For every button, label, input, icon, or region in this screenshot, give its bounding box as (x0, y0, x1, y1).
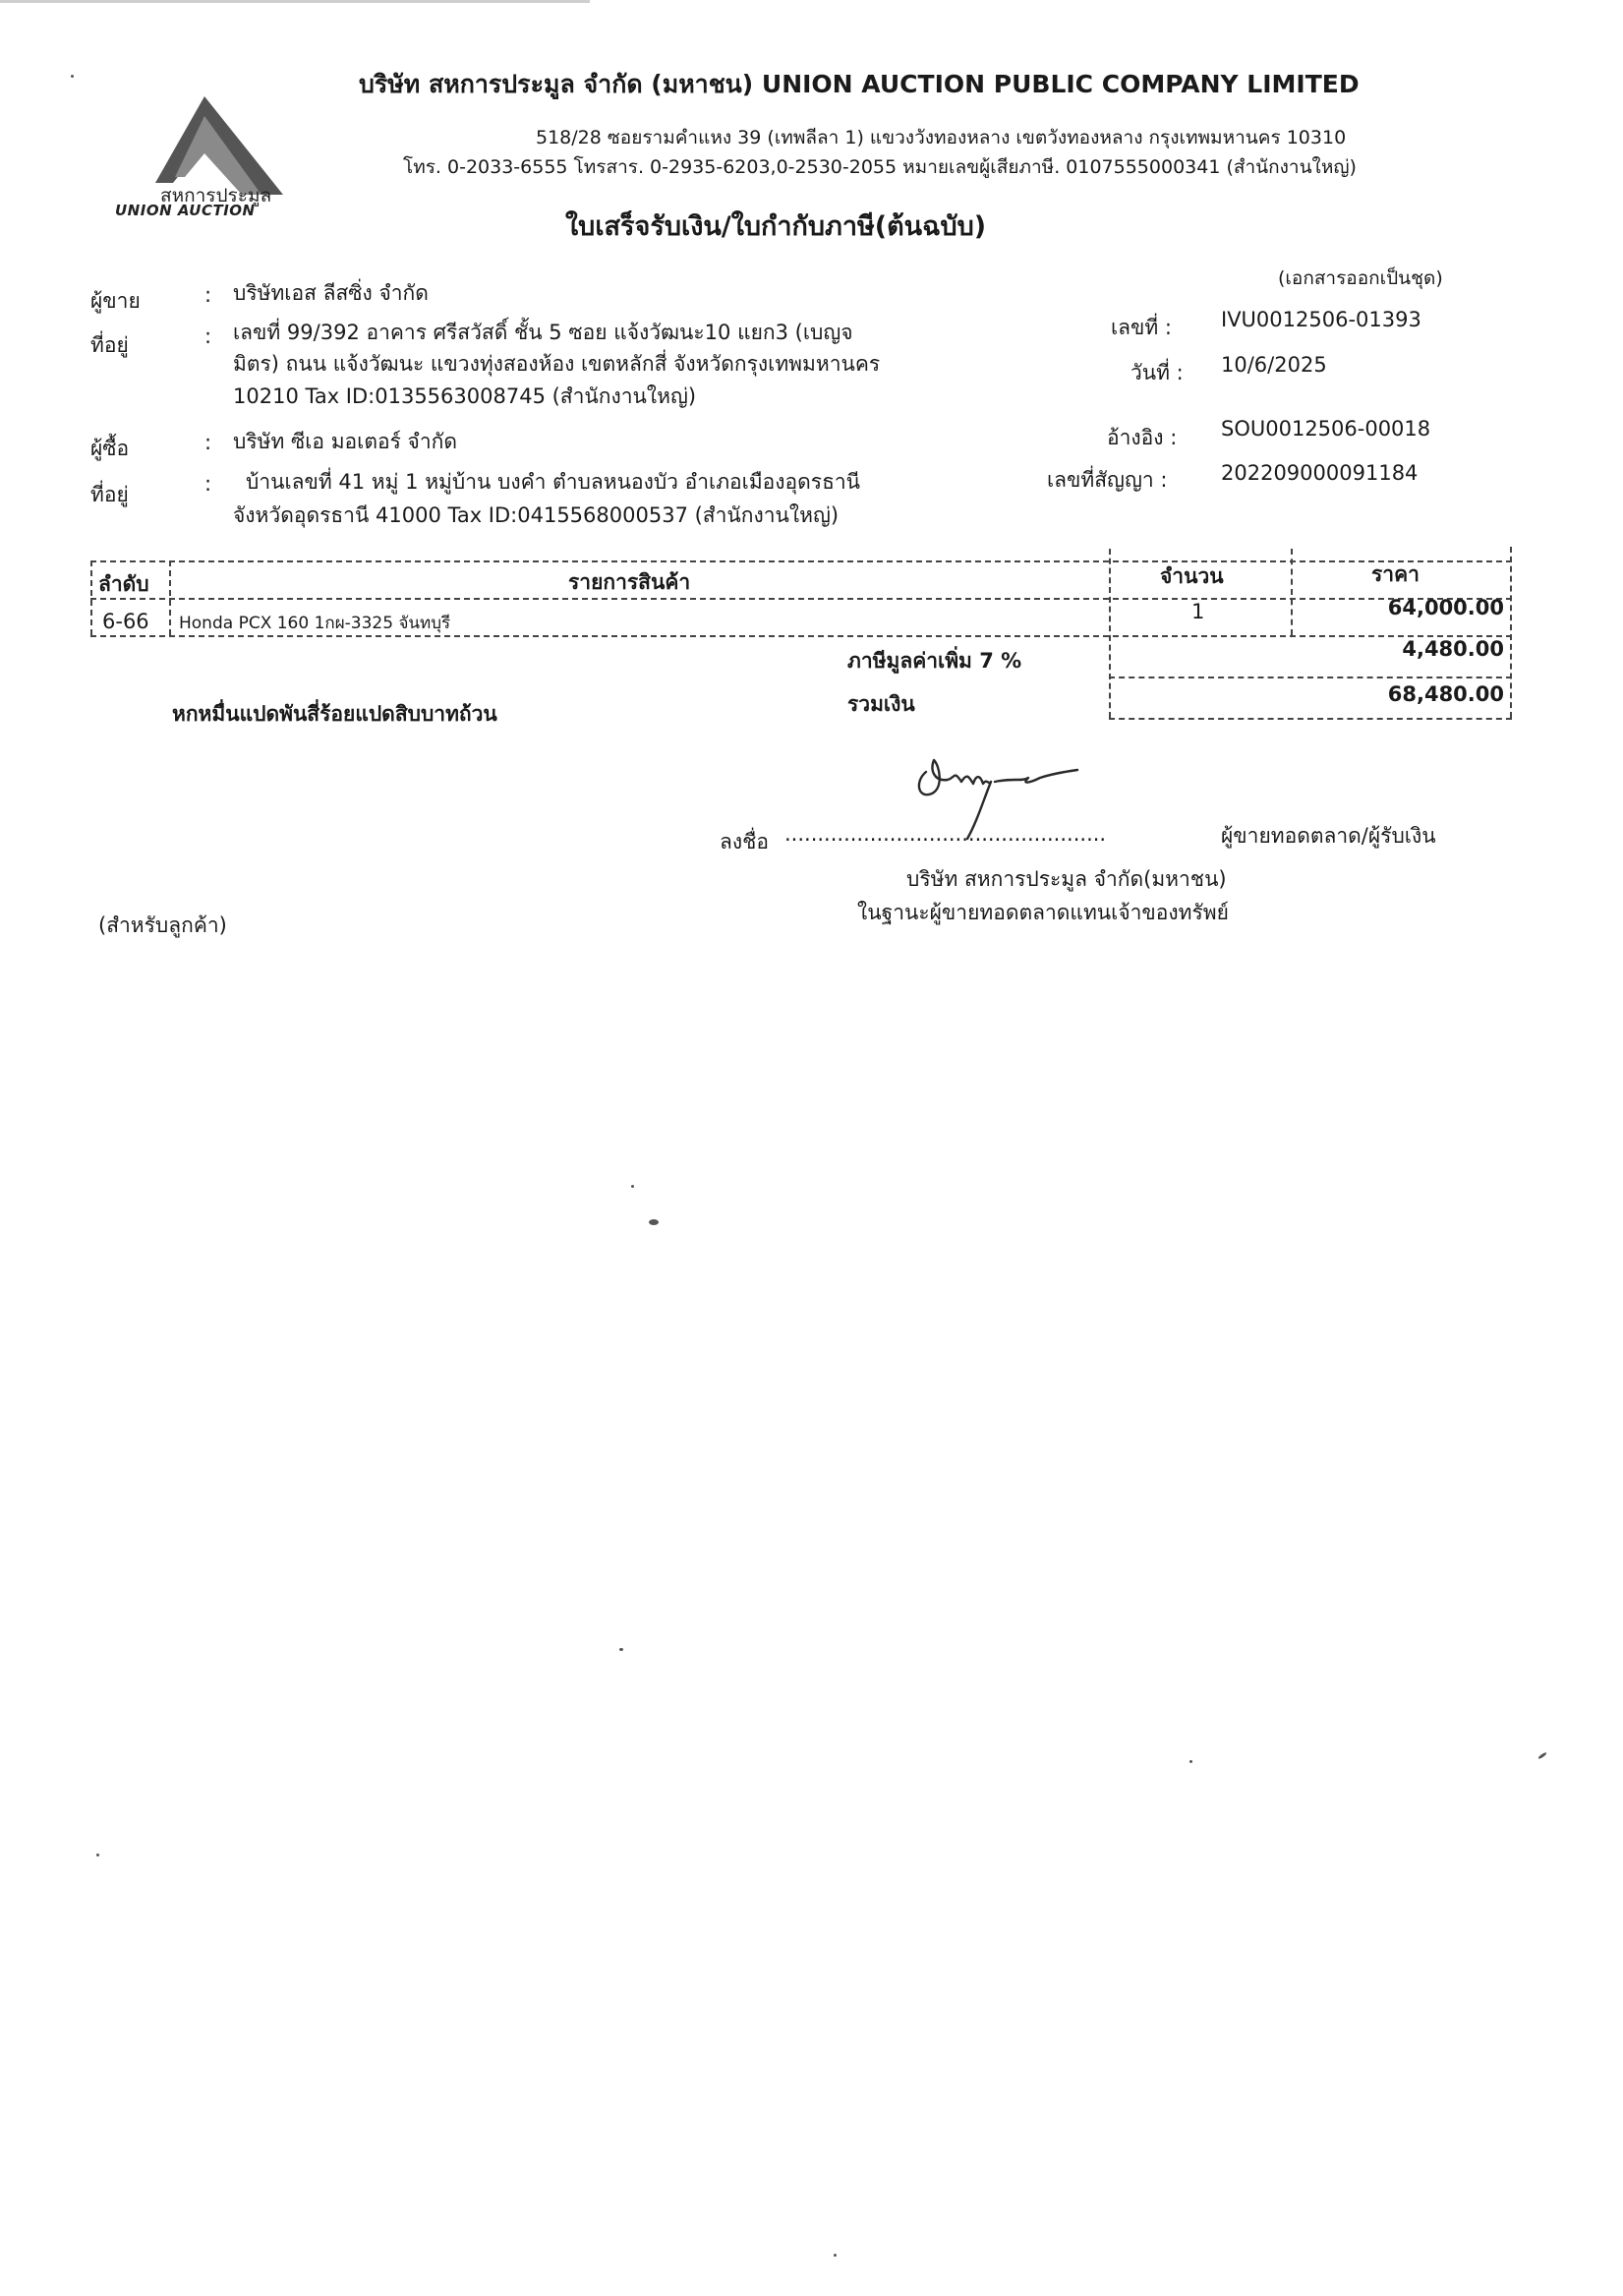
total-bottom-line (1109, 718, 1512, 720)
seller-address-colon: : (204, 324, 212, 348)
header-price: ราคา (1371, 562, 1420, 586)
sign-role: ผู้ขายทอดตลาด/ผู้รับเงิน (1221, 824, 1436, 848)
sign-company: บริษัท สหการประมูล จำกัด(มหาชน) (906, 867, 1227, 891)
copy-for-label: (สำหรับลูกค้า) (98, 913, 227, 937)
scan-speck (649, 1219, 659, 1225)
buyer-address-label: ที่อยู่ (90, 483, 129, 506)
seller-address-label: ที่อยู่ (90, 333, 129, 357)
table-seq-divider (169, 560, 171, 635)
table-qty-divider (1109, 549, 1111, 718)
header-item: รายการสินค้า (568, 570, 691, 594)
buyer-label: ผู้ซื้อ (90, 437, 130, 460)
row-item: Honda PCX 160 1กผ-3325 จันทบุรี (179, 614, 451, 633)
buyer-colon: : (204, 431, 212, 454)
buyer-name: บริษัท ซีเอ มอเตอร์ จำกัด (233, 430, 457, 453)
vat-value: 4,480.00 (1402, 637, 1504, 661)
table-top-line (90, 560, 1512, 562)
signature-line: ................................................. (784, 822, 1107, 846)
seller-address-line1: เลขที่ 99/392 อาคาร ศรีสวัสดิ์ ชั้น 5 ซอย แจ้งวัฒนะ10 แยก3 (เบญจ (233, 321, 853, 344)
contract-no: 202209000091184 (1221, 461, 1419, 485)
buyer-address-line2: จังหวัดอุดรธานี 41000 Tax ID:0415568000537 (สำนักงานใหญ่) (233, 503, 840, 527)
table-price-divider (1291, 549, 1293, 635)
total-label: รวมเงิน (847, 692, 915, 716)
doc-no-label: เลขที่ : (1111, 316, 1172, 339)
scan-edge-line (0, 0, 590, 3)
table-right-border (1510, 547, 1512, 718)
header-seq: ลำดับ (98, 572, 149, 596)
scan-speck (834, 2254, 837, 2257)
company-name: บริษัท สหการประมูล จำกัด (มหาชน) UNION AUCTION PUBLIC COMPANY LIMITED (359, 70, 1360, 98)
seller-label: ผู้ขาย (90, 289, 141, 313)
scan-speck (631, 1185, 634, 1188)
vat-bottom-line (1109, 677, 1512, 678)
row-price: 64,000.00 (1387, 596, 1504, 619)
company-address: 518/28 ซอยรามคำแหง 39 (เทพลีลา 1) แขวงวังทองหลาง เขตวังทองหลาง กรุงเทพมหานคร 10310 (536, 127, 1347, 148)
seller-address-line2: มิตร) ถนน แจ้งวัฒนะ แขวงทุ่งสองห้อง เขตหลักสี่ จังหวัดกรุงเทพมหานคร (233, 352, 881, 376)
total-value: 68,480.00 (1387, 682, 1504, 706)
ref-no: SOU0012506-00018 (1221, 417, 1431, 441)
table-left-border (90, 560, 92, 635)
ref-label: อ้างอิง : (1107, 426, 1178, 449)
buyer-address-line1: บ้านเลขที่ 41 หมู่ 1 หมู่บ้าน บงคำ ตำบลหนองบัว อำเภอเมืองอุดรธานี (246, 470, 861, 494)
contract-label: เลขที่สัญญา : (1047, 468, 1168, 492)
seller-colon: : (204, 283, 212, 307)
document-note: (เอกสารออกเป็นชุด) (1278, 267, 1443, 289)
amount-in-words: หกหมื่นแปดพันสี่ร้อยแปดสิบบาทถ้วน (172, 702, 497, 726)
seller-name: บริษัทเอส ลีสซิ่ง จำกัด (233, 281, 429, 305)
date: 10/6/2025 (1221, 353, 1327, 377)
scan-speck (619, 1648, 623, 1651)
vat-label: ภาษีมูลค่าเพิ่ม 7 % (847, 649, 1022, 673)
sign-prefix: ลงชื่อ (720, 830, 769, 854)
sign-capacity: ในฐานะผู้ขายทอดตลาดแทนเจ้าของทรัพย์ (857, 901, 1229, 924)
logo-text-thai: สหการประมูล (160, 185, 272, 206)
buyer-address-colon: : (204, 472, 212, 496)
row-seq: 6-66 (102, 610, 149, 633)
scan-speck (1189, 1760, 1192, 1763)
company-contact: โทร. 0-2033-6555 โทรสาร. 0-2935-6203,0-2530-2055 หมายเลขผู้เสียภาษี. 0107555000341 (สำนักงานใหญ่) (403, 156, 1357, 178)
row-qty: 1 (1191, 600, 1205, 623)
logo-text-english: UNION AUCTION (115, 202, 256, 219)
doc-no: IVU0012506-01393 (1221, 308, 1421, 331)
scan-speck (96, 1854, 99, 1856)
seller-address-line3: 10210 Tax ID:0135563008745 (สำนักงานใหญ่) (233, 384, 697, 408)
date-label: วันที่ : (1130, 361, 1184, 384)
scan-speck (71, 75, 74, 78)
document-title: ใบเสร็จรับเงิน/ใบกำกับภาษี(ต้นฉบับ) (565, 211, 987, 242)
scan-speck (1537, 1751, 1547, 1759)
header-qty: จำนวน (1160, 564, 1224, 588)
